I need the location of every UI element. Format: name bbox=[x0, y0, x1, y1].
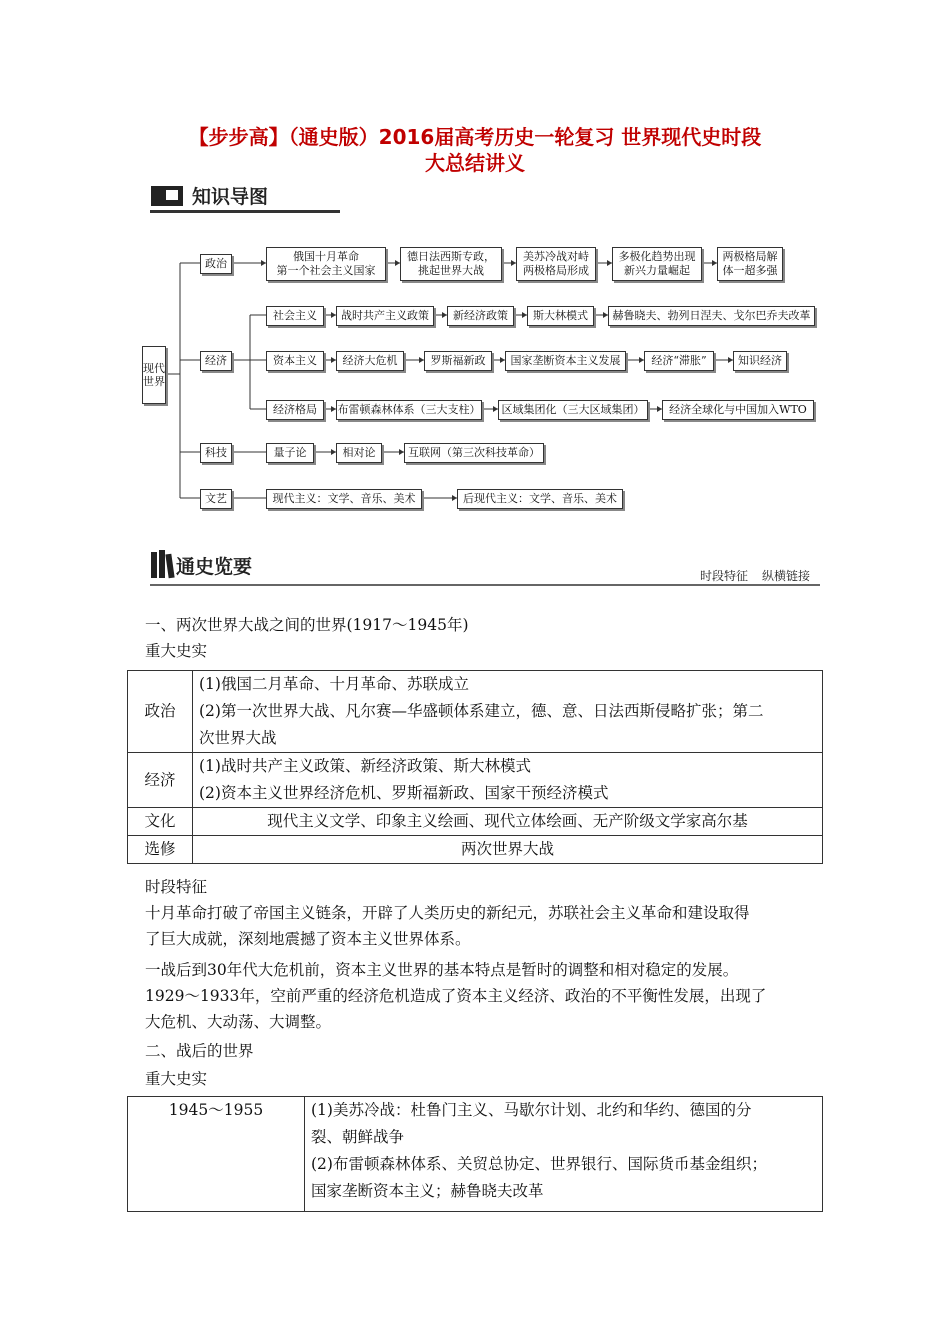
part1-facts-label: 重大史实 bbox=[145, 642, 208, 660]
politics-node: 德日法西斯专政， 挑起世界大战 bbox=[400, 247, 502, 281]
table-line: 国家垄断资本主义；赫鲁晓夫改革 bbox=[311, 1182, 544, 1200]
pattern-node: 经济全球化与中国加入WTO bbox=[662, 400, 814, 420]
table-cell-content: 两次世界大战 bbox=[193, 836, 823, 864]
table-cell-category: 政治 bbox=[128, 671, 193, 753]
table-line: 裂、朝鲜战争 bbox=[311, 1128, 405, 1146]
branch-politics: 政治 bbox=[200, 254, 232, 274]
document-title-line2: 大总结讲义 bbox=[425, 151, 525, 175]
part2-facts-label: 重大史实 bbox=[145, 1070, 208, 1088]
table-line: (1)俄国二月革命、十月革命、苏联成立 bbox=[199, 675, 469, 693]
part1-feature-label: 时段特征 bbox=[145, 878, 208, 896]
economy-sub-capitalism: 资本主义 bbox=[266, 351, 324, 371]
paragraph-line: 大危机、大动荡、大调整。 bbox=[145, 1013, 332, 1031]
capitalism-node: 经济“滞胀” bbox=[644, 351, 714, 371]
tab-cross-links: 纵横链接 bbox=[762, 569, 811, 583]
section-label: 知识导图 bbox=[192, 186, 269, 208]
table-row bbox=[128, 808, 823, 836]
socialism-node: 赫鲁晓夫、勃列日涅夫、戈尔巴乔夫改革 bbox=[608, 306, 815, 326]
table-cell-period: 1945～1955 bbox=[128, 1097, 305, 1212]
table-cell-category: 文化 bbox=[128, 808, 193, 836]
table-line: (1)美苏冷战：杜鲁门主义、马歇尔计划、北约和华约、德国的分 bbox=[311, 1101, 752, 1119]
capitalism-node: 国家垄断资本主义发展 bbox=[505, 351, 626, 371]
politics-node: 俄国十月革命 第一个社会主义国家 bbox=[266, 247, 386, 281]
branch-economy: 经济 bbox=[200, 351, 232, 371]
tech-node: 互联网（第三次科技革命） bbox=[404, 443, 544, 463]
pattern-node: 区域集团化（三大区域集团） bbox=[498, 400, 648, 420]
tech-node: 量子论 bbox=[266, 443, 314, 463]
table-row bbox=[128, 1097, 823, 1212]
paragraph-line: 十月革命打破了帝国主义链条，开辟了人类历史的新纪元，苏联社会主义革命和建设取得 bbox=[145, 904, 750, 922]
table-row bbox=[128, 671, 823, 753]
tech-node: 相对论 bbox=[336, 443, 382, 463]
table-line: 次世界大战 bbox=[199, 729, 277, 747]
socialism-node: 斯大林模式 bbox=[527, 306, 594, 326]
table-line: (1)战时共产主义政策、新经济政策、斯大林模式 bbox=[199, 757, 531, 775]
capitalism-node: 经济大危机 bbox=[336, 351, 404, 371]
part2-heading: 二、战后的世界 bbox=[145, 1042, 254, 1060]
politics-node: 两极格局解 体一超多强 bbox=[717, 247, 783, 281]
table-cell-content bbox=[193, 753, 823, 808]
socialism-node: 战时共产主义政策 bbox=[336, 306, 434, 326]
table-row bbox=[128, 836, 823, 864]
part2-facts-table bbox=[127, 1096, 823, 1212]
table-cell-category: 选修 bbox=[128, 836, 193, 864]
culture-node: 后现代主义：文学、音乐、美术 bbox=[457, 489, 623, 509]
capitalism-node: 罗斯福新政 bbox=[424, 351, 492, 371]
pattern-node: 布雷顿森林体系（三大支柱） bbox=[336, 400, 482, 420]
table-cell-content bbox=[305, 1097, 823, 1212]
culture-node: 现代主义：文学、音乐、美术 bbox=[266, 489, 422, 509]
document-title-line1: 【步步高】（通史版）2016届高考历史一轮复习 世界现代史时段 bbox=[188, 125, 762, 149]
table-cell-content: 现代主义文学、印象主义绘画、现代立体绘画、无产阶级文学家高尔基 bbox=[193, 808, 823, 836]
paragraph-line: 1929～1933年，空前严重的经济危机造成了资本主义经济、政治的不平衡性发展，出现了 bbox=[145, 987, 767, 1005]
section-label: 通史览要 bbox=[176, 556, 253, 578]
socialism-node: 新经济政策 bbox=[447, 306, 514, 326]
branch-tech: 科技 bbox=[200, 443, 232, 463]
books-icon bbox=[150, 548, 176, 580]
economy-sub-socialism: 社会主义 bbox=[266, 306, 324, 326]
politics-node: 多极化趋势出现 新兴力量崛起 bbox=[612, 247, 702, 281]
paragraph-line: 了巨大成就，深刻地震撼了资本主义世界体系。 bbox=[145, 930, 471, 948]
section-underline bbox=[150, 584, 820, 586]
economy-sub-pattern: 经济格局 bbox=[266, 400, 324, 420]
table-line: (2)第一次世界大战、凡尔赛—华盛顿体系建立，德、意、日法西斯侵略扩张；第二 bbox=[199, 702, 764, 720]
table-cell-content bbox=[193, 671, 823, 753]
table-cell-category: 经济 bbox=[128, 753, 193, 808]
branch-culture: 文艺 bbox=[200, 489, 232, 509]
tab-period-features: 时段特征 bbox=[700, 569, 749, 583]
paragraph-line: 一战后到30年代大危机前，资本主义世界的基本特点是暂时的调整和相对稳定的发展。 bbox=[145, 961, 739, 979]
table-line: (2)布雷顿森林体系、关贸总协定、世界银行、国际货币基金组织； bbox=[311, 1155, 767, 1173]
table-line: (2)资本主义世界经济危机、罗斯福新政、国家干预经济模式 bbox=[199, 784, 609, 802]
capitalism-node: 知识经济 bbox=[733, 351, 787, 371]
politics-node: 美苏冷战对峙 两极格局形成 bbox=[516, 247, 596, 281]
table-row bbox=[128, 753, 823, 808]
mindmap-root: 现代世界 bbox=[142, 346, 166, 404]
part1-heading: 一、两次世界大战之间的世界(1917～1945年) bbox=[145, 616, 469, 634]
part1-facts-table bbox=[127, 670, 823, 864]
